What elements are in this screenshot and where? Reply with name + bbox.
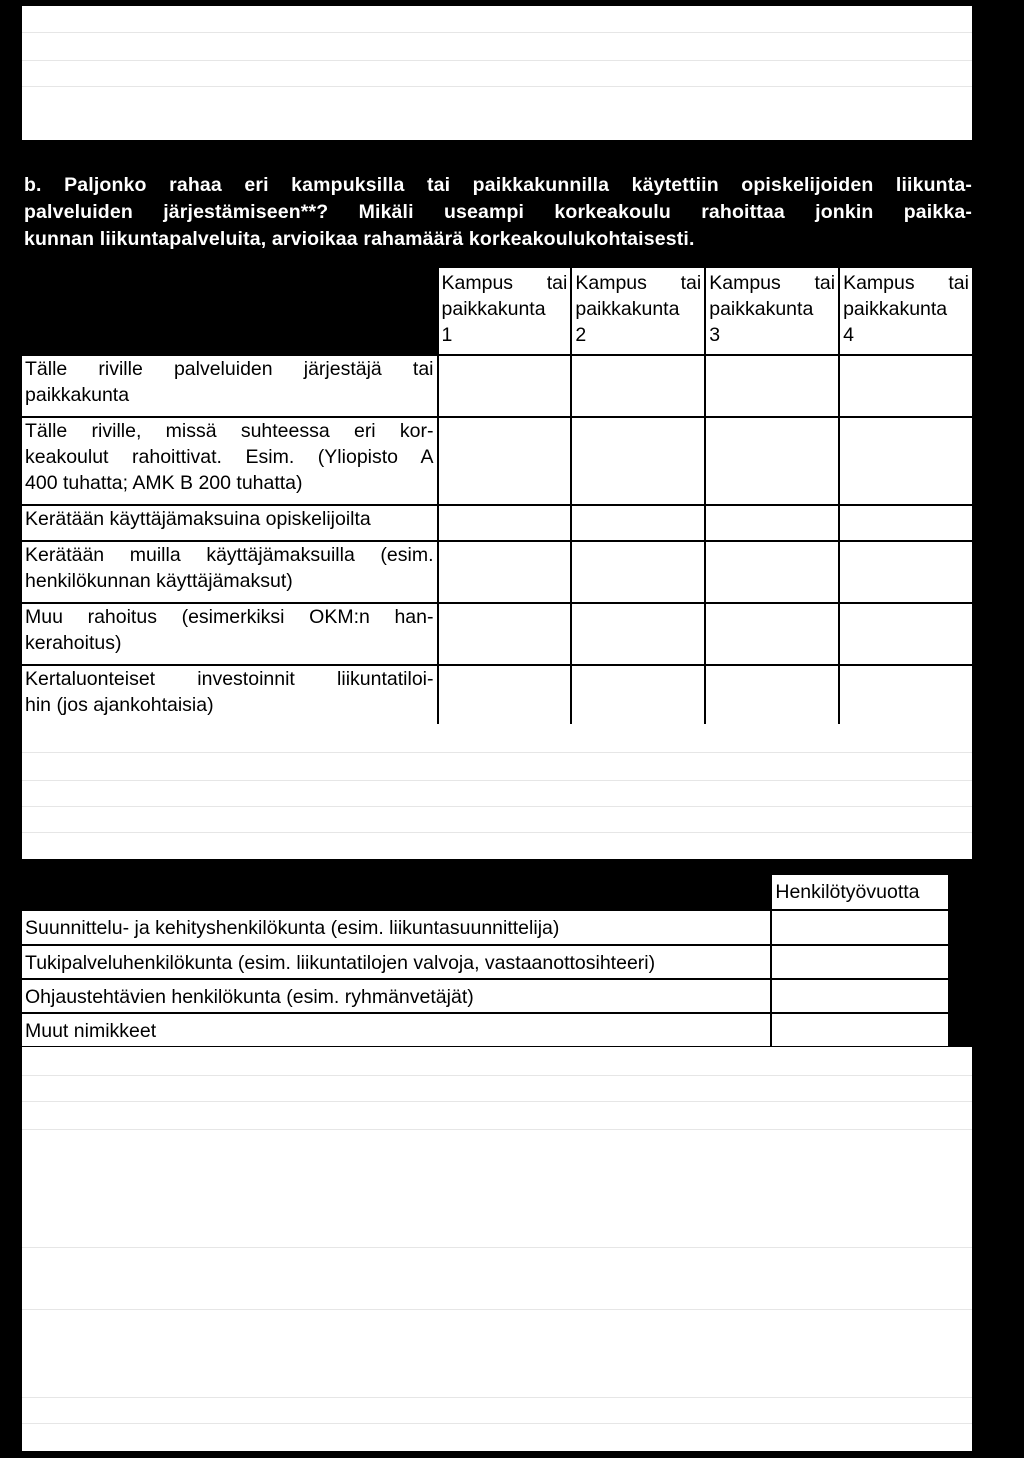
input-cell[interactable] xyxy=(438,355,572,417)
row-label-instruction-staff: Ohjaustehtävien henkilökunta (esim. ryhmänvetäjät) xyxy=(21,979,771,1013)
input-cell[interactable] xyxy=(571,541,705,603)
table-row xyxy=(21,603,973,665)
input-cell[interactable] xyxy=(705,603,839,665)
input-cell[interactable] xyxy=(438,665,572,727)
row-label-other-fees: Kerätään muilla käyttäjämaksuilla (esim. henkilökunnan käyttäjämaksut) xyxy=(21,541,438,603)
input-cell[interactable] xyxy=(771,1013,949,1047)
input-cell[interactable] xyxy=(839,505,973,541)
input-cell[interactable] xyxy=(571,417,705,505)
column-header-campus-4: Kampus tai paikkakunta 4 xyxy=(839,267,973,355)
table-row xyxy=(21,505,973,541)
table-row xyxy=(21,979,949,1013)
input-cell[interactable] xyxy=(571,505,705,541)
input-cell[interactable] xyxy=(571,665,705,727)
header-blank-cell xyxy=(21,874,771,910)
input-cell[interactable] xyxy=(705,355,839,417)
top-blank-panel xyxy=(22,6,972,140)
row-label-other-titles: Muut nimikkeet xyxy=(21,1013,771,1047)
input-cell[interactable] xyxy=(438,417,572,505)
input-cell[interactable] xyxy=(571,603,705,665)
row-label-organizer: Tälle riville palveluiden järjestäjä tai paikkakunta xyxy=(21,355,438,417)
table-row xyxy=(21,945,949,979)
staff-table xyxy=(20,873,950,1048)
middle-blank-panel xyxy=(22,724,972,859)
table-row xyxy=(21,665,973,727)
table-row xyxy=(21,910,949,945)
input-cell[interactable] xyxy=(571,355,705,417)
column-header-campus-2: Kampus tai paikkakunta 2 xyxy=(571,267,705,355)
funding-table xyxy=(20,266,974,728)
column-header-campus-3: Kampus tai paikkakunta 3 xyxy=(705,267,839,355)
input-cell[interactable] xyxy=(705,541,839,603)
input-cell[interactable] xyxy=(839,355,973,417)
table-row xyxy=(21,1013,949,1047)
input-cell[interactable] xyxy=(771,910,949,945)
row-label-student-fees: Kerätään käyttäjämaksuina opiskelijoilta xyxy=(21,505,438,541)
table-row xyxy=(21,541,973,603)
input-cell[interactable] xyxy=(839,417,973,505)
input-cell[interactable] xyxy=(771,979,949,1013)
table-row xyxy=(21,417,973,505)
input-cell[interactable] xyxy=(705,417,839,505)
heading-line: palveluiden järjestämiseen**? Mikäli useampi korkeakoulu rahoittaa jonkin paikka- xyxy=(24,201,972,223)
input-cell[interactable] xyxy=(438,541,572,603)
header-blank-cell xyxy=(21,267,438,355)
heading-line: kunnan liikuntapalveluita, arvioikaa rahamäärä korkeakoulukohtaisesti. xyxy=(24,228,695,250)
row-label-planning-staff: Suunnittelu- ja kehityshenkilökunta (esim. liikuntasuunnittelija) xyxy=(21,910,771,945)
input-cell[interactable] xyxy=(771,945,949,979)
input-cell[interactable] xyxy=(438,603,572,665)
row-label-funding-ratio: Tälle riville, missä suhteessa eri kor- keakoulut rahoittivat. Esim. (Yliopisto A 400 tuhatta; AMK B 200 tuhatta) xyxy=(21,417,438,505)
question-b-heading xyxy=(24,172,972,253)
bottom-blank-panel xyxy=(22,1047,972,1451)
input-cell[interactable] xyxy=(438,505,572,541)
column-header-campus-1: Kampus tai paikkakunta 1 xyxy=(438,267,572,355)
input-cell[interactable] xyxy=(839,665,973,727)
heading-line: b. Paljonko rahaa eri kampuksilla tai paikkakunnilla käytettiin opiskelijoiden liikunta- xyxy=(24,174,972,196)
row-label-other-funding: Muu rahoitus (esimerkiksi OKM:n han- kerahoitus) xyxy=(21,603,438,665)
row-label-investments: Kertaluonteiset investoinnit liikuntatiloi- hin (jos ajankohtaisia) xyxy=(21,665,438,727)
input-cell[interactable] xyxy=(705,505,839,541)
input-cell[interactable] xyxy=(839,541,973,603)
column-header-person-years: Henkilötyövuotta xyxy=(771,874,949,910)
funding-header-row xyxy=(21,267,973,355)
input-cell[interactable] xyxy=(705,665,839,727)
table-row xyxy=(21,355,973,417)
row-label-support-staff: Tukipalveluhenkilökunta (esim. liikuntatilojen valvoja, vastaanottosihteeri) xyxy=(21,945,771,979)
input-cell[interactable] xyxy=(839,603,973,665)
